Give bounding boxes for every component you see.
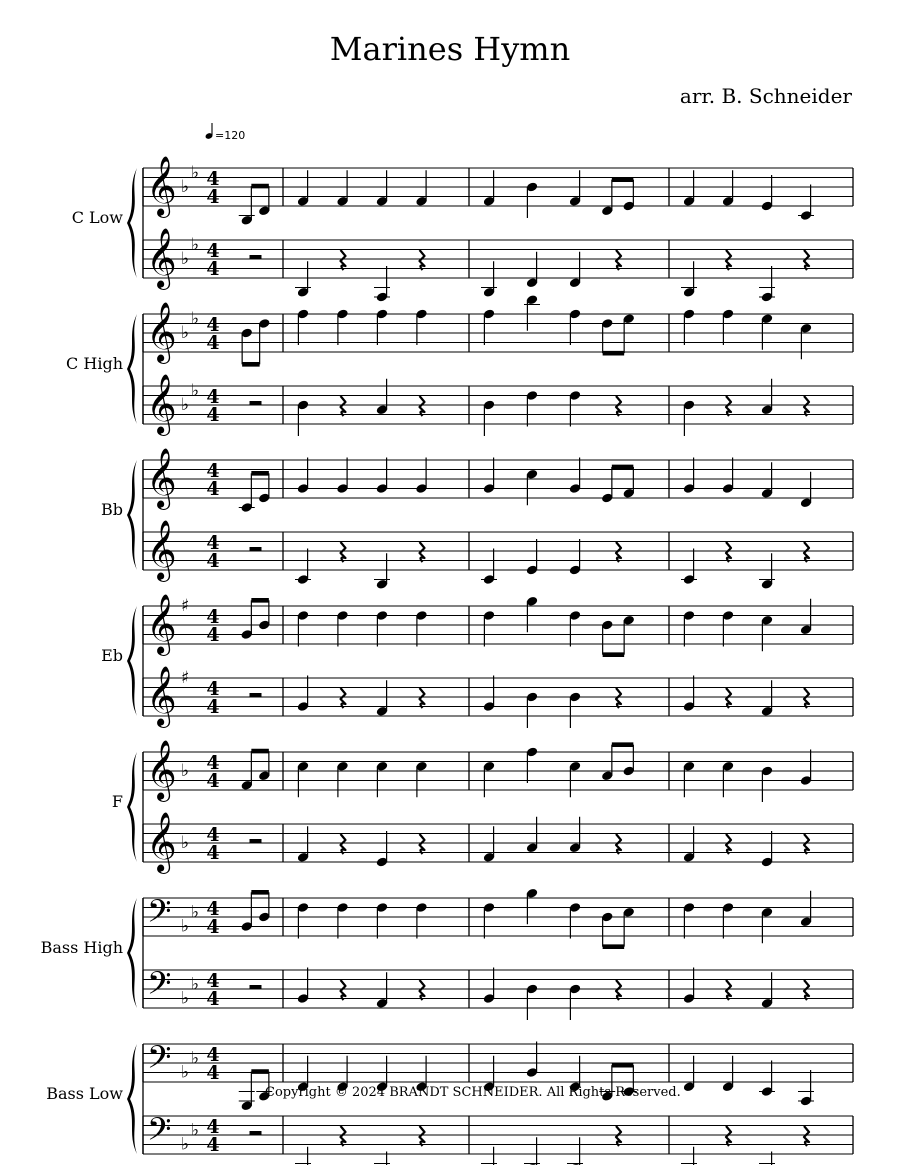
half-rest-icon xyxy=(250,547,262,551)
key-flat-icon: ♭ xyxy=(191,1120,200,1141)
treble-clef-icon: 𝄞 xyxy=(146,374,177,434)
time-signature-upper: 4 xyxy=(206,532,220,554)
time-signature-upper: 4 xyxy=(206,460,220,482)
key-flat-icon: ♭ xyxy=(181,323,190,343)
treble-clef-icon: 𝄞 xyxy=(146,594,177,654)
bass-clef-icon: 𝄢 xyxy=(147,1111,172,1155)
quarter-rest-icon xyxy=(616,396,621,416)
time-signature-lower: 4 xyxy=(206,550,220,572)
quarter-rest-icon xyxy=(804,1126,809,1146)
bass-clef-icon: 𝄢 xyxy=(147,1039,172,1083)
quarter-rest-icon xyxy=(726,396,731,416)
time-signature-upper: 4 xyxy=(206,824,220,846)
system-brace xyxy=(127,460,137,570)
key-sharp-icon: ♯ xyxy=(181,596,190,616)
half-rest-icon xyxy=(250,839,262,843)
quarter-rest-icon xyxy=(341,1126,346,1146)
score-title: Marines Hymn xyxy=(329,30,571,68)
quarter-rest-icon xyxy=(726,1126,731,1146)
quarter-rest-icon xyxy=(726,542,731,562)
treble-clef-icon: 𝄞 xyxy=(146,228,177,288)
treble-clef-icon: 𝄞 xyxy=(146,156,177,216)
time-signature-upper: 4 xyxy=(206,386,220,408)
instrument-label: Bass Low xyxy=(46,1084,123,1103)
system-brace xyxy=(127,606,137,716)
key-flat-icon: ♭ xyxy=(181,1062,190,1083)
key-flat-icon: ♭ xyxy=(181,916,190,937)
key-flat-icon: ♭ xyxy=(191,162,200,183)
key-flat-icon: ♭ xyxy=(181,1134,190,1155)
time-signature-upper: 4 xyxy=(206,314,220,336)
instrument-label: Bass High xyxy=(40,938,123,957)
time-signature-lower: 4 xyxy=(206,332,220,354)
time-signature-upper: 4 xyxy=(206,240,220,262)
staff-lower xyxy=(143,812,853,874)
quarter-rest-icon xyxy=(804,688,809,708)
key-flat-icon: ♭ xyxy=(191,308,200,329)
quarter-rest-icon xyxy=(341,980,346,1000)
quarter-rest-icon xyxy=(341,688,346,708)
time-signature-upper: 4 xyxy=(206,168,220,190)
quarter-rest-icon xyxy=(616,542,621,562)
key-flat-icon: ♭ xyxy=(181,833,190,853)
quarter-rest-icon xyxy=(726,980,731,1000)
time-signature-lower: 4 xyxy=(206,624,220,646)
time-signature-lower: 4 xyxy=(206,770,220,792)
quarter-rest-icon xyxy=(804,542,809,562)
time-signature-upper: 4 xyxy=(206,752,220,774)
quarter-rest-icon xyxy=(341,396,346,416)
staff-lower xyxy=(143,520,853,582)
staff-upper xyxy=(143,302,853,364)
staff-upper xyxy=(143,594,853,656)
key-flat-icon: ♭ xyxy=(181,249,190,269)
quarter-rest-icon xyxy=(420,396,425,416)
instrument-label: C Low xyxy=(71,208,123,227)
quarter-rest-icon xyxy=(420,834,425,854)
system-brace xyxy=(127,314,137,424)
time-signature-lower: 4 xyxy=(206,916,220,938)
tempo-value: =120 xyxy=(215,129,246,142)
key-flat-icon: ♭ xyxy=(191,1048,200,1069)
staff-lower xyxy=(143,374,853,436)
key-flat-icon: ♭ xyxy=(191,234,200,255)
quarter-rest-icon xyxy=(726,688,731,708)
instrument-label: F xyxy=(111,792,123,811)
instrument-label: Bb xyxy=(101,500,123,519)
half-rest-icon xyxy=(250,693,262,697)
time-signature-upper: 4 xyxy=(206,898,220,920)
instrument-label: C High xyxy=(66,354,123,373)
treble-clef-icon: 𝄞 xyxy=(146,740,177,800)
time-signature-lower: 4 xyxy=(206,1134,220,1156)
key-flat-icon: ♭ xyxy=(181,761,190,781)
key-flat-icon: ♭ xyxy=(191,380,200,401)
quarter-rest-icon xyxy=(726,834,731,854)
staff-upper xyxy=(143,1039,853,1084)
copyright-notice: Copyright © 2024 BRANDT SCHNEIDER. All Rights Reserved. xyxy=(265,1085,681,1100)
quarter-rest-icon xyxy=(341,542,346,562)
quarter-rest-icon xyxy=(341,250,346,270)
quarter-rest-icon xyxy=(420,542,425,562)
staff-upper xyxy=(143,740,853,802)
treble-clef-icon: 𝄞 xyxy=(146,520,177,580)
treble-clef-icon: 𝄞 xyxy=(146,448,177,508)
quarter-rest-icon xyxy=(420,980,425,1000)
bass-clef-icon: 𝄢 xyxy=(147,965,172,1009)
quarter-rest-icon xyxy=(726,250,731,270)
arranger-credit: arr. B. Schneider xyxy=(679,84,852,108)
half-rest-icon xyxy=(250,985,262,989)
staff-upper xyxy=(143,893,853,938)
half-rest-icon xyxy=(250,1131,262,1135)
quarter-rest-icon xyxy=(616,980,621,1000)
key-flat-icon: ♭ xyxy=(191,974,200,995)
key-sharp-icon: ♯ xyxy=(181,668,190,688)
time-signature-upper: 4 xyxy=(206,1044,220,1066)
quarter-rest-icon xyxy=(420,1126,425,1146)
quarter-rest-icon xyxy=(341,834,346,854)
time-signature-lower: 4 xyxy=(206,404,220,426)
time-signature-lower: 4 xyxy=(206,1062,220,1084)
quarter-rest-icon xyxy=(804,834,809,854)
treble-clef-icon: 𝄞 xyxy=(146,302,177,362)
system-brace xyxy=(127,752,137,862)
bass-clef-icon: 𝄢 xyxy=(147,893,172,937)
time-signature-upper: 4 xyxy=(206,1116,220,1138)
quarter-rest-icon xyxy=(616,688,621,708)
system-brace xyxy=(127,1044,137,1154)
quarter-rest-icon xyxy=(804,396,809,416)
quarter-rest-icon xyxy=(804,980,809,1000)
quarter-rest-icon xyxy=(616,834,621,854)
tempo-marking xyxy=(205,123,246,142)
instrument-label: Eb xyxy=(101,646,123,665)
time-signature-lower: 4 xyxy=(206,186,220,208)
system-brace xyxy=(127,898,137,1008)
quarter-rest-icon xyxy=(616,250,621,270)
system-brace xyxy=(127,168,137,278)
quarter-rest-icon xyxy=(420,688,425,708)
quarter-rest-icon xyxy=(420,250,425,270)
time-signature-upper: 4 xyxy=(206,970,220,992)
quarter-rest-icon xyxy=(616,1126,621,1146)
key-flat-icon: ♭ xyxy=(181,395,190,415)
treble-clef-icon: 𝄞 xyxy=(146,812,177,872)
time-signature-lower: 4 xyxy=(206,696,220,718)
quarter-rest-icon xyxy=(804,250,809,270)
treble-clef-icon: 𝄞 xyxy=(146,666,177,726)
staff-lower xyxy=(143,228,853,290)
time-signature-lower: 4 xyxy=(206,478,220,500)
time-signature-lower: 4 xyxy=(206,842,220,864)
key-flat-icon: ♭ xyxy=(191,902,200,923)
half-rest-icon xyxy=(250,401,262,405)
key-flat-icon: ♭ xyxy=(181,177,190,197)
time-signature-upper: 4 xyxy=(206,606,220,628)
staff-upper xyxy=(143,156,853,218)
staff-lower xyxy=(143,666,853,728)
time-signature-lower: 4 xyxy=(206,988,220,1010)
time-signature-lower: 4 xyxy=(206,258,220,280)
staff-upper xyxy=(143,448,853,510)
key-flat-icon: ♭ xyxy=(181,988,190,1009)
half-rest-icon xyxy=(250,255,262,259)
time-signature-upper: 4 xyxy=(206,678,220,700)
